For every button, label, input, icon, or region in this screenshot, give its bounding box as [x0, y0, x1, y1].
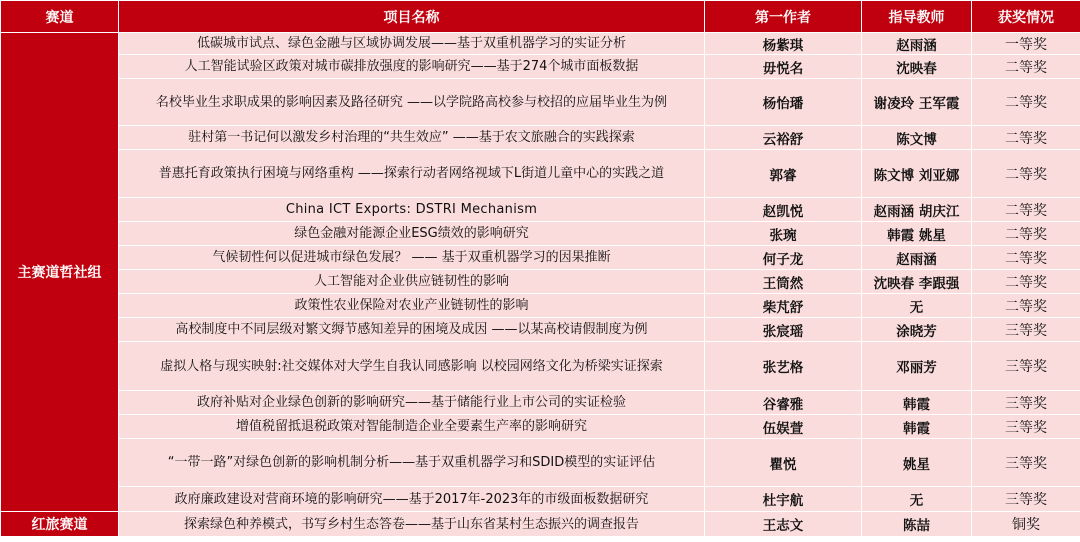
- advisor-cell: 赵雨涵 胡庆江: [862, 198, 972, 222]
- author-cell: 王志文: [705, 512, 862, 537]
- author-cell: 毋悦名: [705, 55, 862, 79]
- author-cell: 郭睿: [705, 150, 862, 198]
- advisor-cell: 沈映春 李跟强: [862, 270, 972, 294]
- header-award: 获奖情况: [972, 1, 1080, 33]
- award-cell: 二等奖: [972, 198, 1080, 222]
- author-cell: 张宸瑶: [705, 318, 862, 342]
- table-row: [1, 391, 1080, 415]
- table-row: [1, 246, 1080, 270]
- advisor-cell: 邓丽芳: [862, 342, 972, 391]
- project-cell: 人工智能对企业供应链韧性的影响: [119, 270, 705, 294]
- table-row: [1, 318, 1080, 342]
- award-cell: 三等奖: [972, 439, 1080, 487]
- advisor-cell: 韩霞: [862, 391, 972, 415]
- project-cell: 名校毕业生求职成果的影响因素及路径研究 ——以学院路高校参与校招的应届毕业生为例: [119, 79, 705, 126]
- table-row: [1, 439, 1080, 487]
- advisor-cell: 陈文博: [862, 126, 972, 150]
- project-cell: 增值税留抵退税政策对智能制造企业全要素生产率的影响研究: [119, 415, 705, 439]
- track-cell-main: 主赛道哲社组: [1, 33, 119, 512]
- project-cell: 高校制度中不同层级对繁文缛节感知差异的困境及成因 ——以某高校请假制度为例: [119, 318, 705, 342]
- project-cell: China ICT Exports: DSTRI Mechanism: [119, 198, 705, 222]
- advisor-cell: 韩霞: [862, 415, 972, 439]
- table-row: [1, 342, 1080, 391]
- award-cell: 二等奖: [972, 55, 1080, 79]
- author-cell: 何子龙: [705, 246, 862, 270]
- advisor-cell: 涂晓芳: [862, 318, 972, 342]
- advisor-cell: 赵雨涵: [862, 246, 972, 270]
- project-cell: 低碳城市试点、绿色金融与区域协调发展——基于双重机器学习的实证分析: [119, 33, 705, 55]
- author-cell: 杨怡璠: [705, 79, 862, 126]
- author-cell: 赵凯悦: [705, 198, 862, 222]
- table-row: [1, 79, 1080, 126]
- award-cell: 二等奖: [972, 294, 1080, 318]
- author-cell: 张琬: [705, 222, 862, 246]
- advisor-cell: 陈喆: [862, 512, 972, 537]
- project-cell: 政策性农业保险对农业产业链韧性的影响: [119, 294, 705, 318]
- award-cell: 二等奖: [972, 126, 1080, 150]
- project-cell: 气候韧性何以促进城市绿色发展？ —— 基于双重机器学习的因果推断: [119, 246, 705, 270]
- table-row: [1, 512, 1080, 537]
- project-cell: 虚拟人格与现实映射:社交媒体对大学生自我认同感影响 以校园网络文化为桥梁实证探索: [119, 342, 705, 391]
- author-cell: 伍娱萱: [705, 415, 862, 439]
- award-cell: 二等奖: [972, 246, 1080, 270]
- header-project: 项目名称: [119, 1, 705, 33]
- advisor-cell: 无: [862, 487, 972, 512]
- author-cell: 云裕舒: [705, 126, 862, 150]
- advisor-cell: 无: [862, 294, 972, 318]
- project-cell: 绿色金融对能源企业ESG绩效的影响研究: [119, 222, 705, 246]
- table-row: [1, 294, 1080, 318]
- table-row: [1, 487, 1080, 512]
- author-cell: 杜宇航: [705, 487, 862, 512]
- advisor-cell: 赵雨涵: [862, 33, 972, 55]
- author-cell: 柴芃舒: [705, 294, 862, 318]
- project-cell: 政府补贴对企业绿色创新的影响研究——基于储能行业上市公司的实证检验: [119, 391, 705, 415]
- table-row: [1, 55, 1080, 79]
- table-row: [1, 150, 1080, 198]
- author-cell: 张艺格: [705, 342, 862, 391]
- header-first-author: 第一作者: [705, 1, 862, 33]
- header-track: 赛道: [1, 1, 119, 33]
- advisor-cell: 韩霞 姚星: [862, 222, 972, 246]
- award-cell: 二等奖: [972, 150, 1080, 198]
- project-cell: 人工智能试验区政策对城市碳排放强度的影响研究——基于274个城市面板数据: [119, 55, 705, 79]
- award-cell: 三等奖: [972, 318, 1080, 342]
- project-cell: 驻村第一书记何以激发乡村治理的“共生效应” ——基于农文旅融合的实践探索: [119, 126, 705, 150]
- project-cell: 政府廉政建设对营商环境的影响研究——基于2017年-2023年的市级面板数据研究: [119, 487, 705, 512]
- header-row: [1, 1, 1080, 33]
- track-cell-red-tour: 红旅赛道: [1, 512, 119, 537]
- award-cell: 一等奖: [972, 33, 1080, 55]
- table-row: [1, 270, 1080, 294]
- author-cell: 瞿悦: [705, 439, 862, 487]
- author-cell: 谷睿雅: [705, 391, 862, 415]
- author-cell: 王筒然: [705, 270, 862, 294]
- award-cell: 三等奖: [972, 342, 1080, 391]
- table-row: [1, 33, 1080, 55]
- project-cell: 探索绿色种养模式，书写乡村生态答卷——基于山东省某村生态振兴的调查报告: [119, 512, 705, 537]
- advisor-cell: 谢凌玲 王军霞: [862, 79, 972, 126]
- table-row: [1, 222, 1080, 246]
- award-cell: 二等奖: [972, 270, 1080, 294]
- award-cell: 铜奖: [972, 512, 1080, 537]
- project-cell: 普惠托育政策执行困境与网络重构 ——探索行动者网络视域下L街道儿童中心的实践之道: [119, 150, 705, 198]
- table-row: [1, 415, 1080, 439]
- award-cell: 三等奖: [972, 391, 1080, 415]
- advisor-cell: 沈映春: [862, 55, 972, 79]
- advisor-cell: 陈文博 刘亚娜: [862, 150, 972, 198]
- table-row: [1, 126, 1080, 150]
- author-cell: 杨紫琪: [705, 33, 862, 55]
- project-cell: “一带一路”对绿色创新的影响机制分析——基于双重机器学习和SDID模型的实证评估: [119, 439, 705, 487]
- award-cell: 二等奖: [972, 79, 1080, 126]
- award-cell: 三等奖: [972, 487, 1080, 512]
- award-cell: 三等奖: [972, 415, 1080, 439]
- header-advisor: 指导教师: [862, 1, 972, 33]
- award-cell: 二等奖: [972, 222, 1080, 246]
- advisor-cell: 姚星: [862, 439, 972, 487]
- table-row: [1, 198, 1080, 222]
